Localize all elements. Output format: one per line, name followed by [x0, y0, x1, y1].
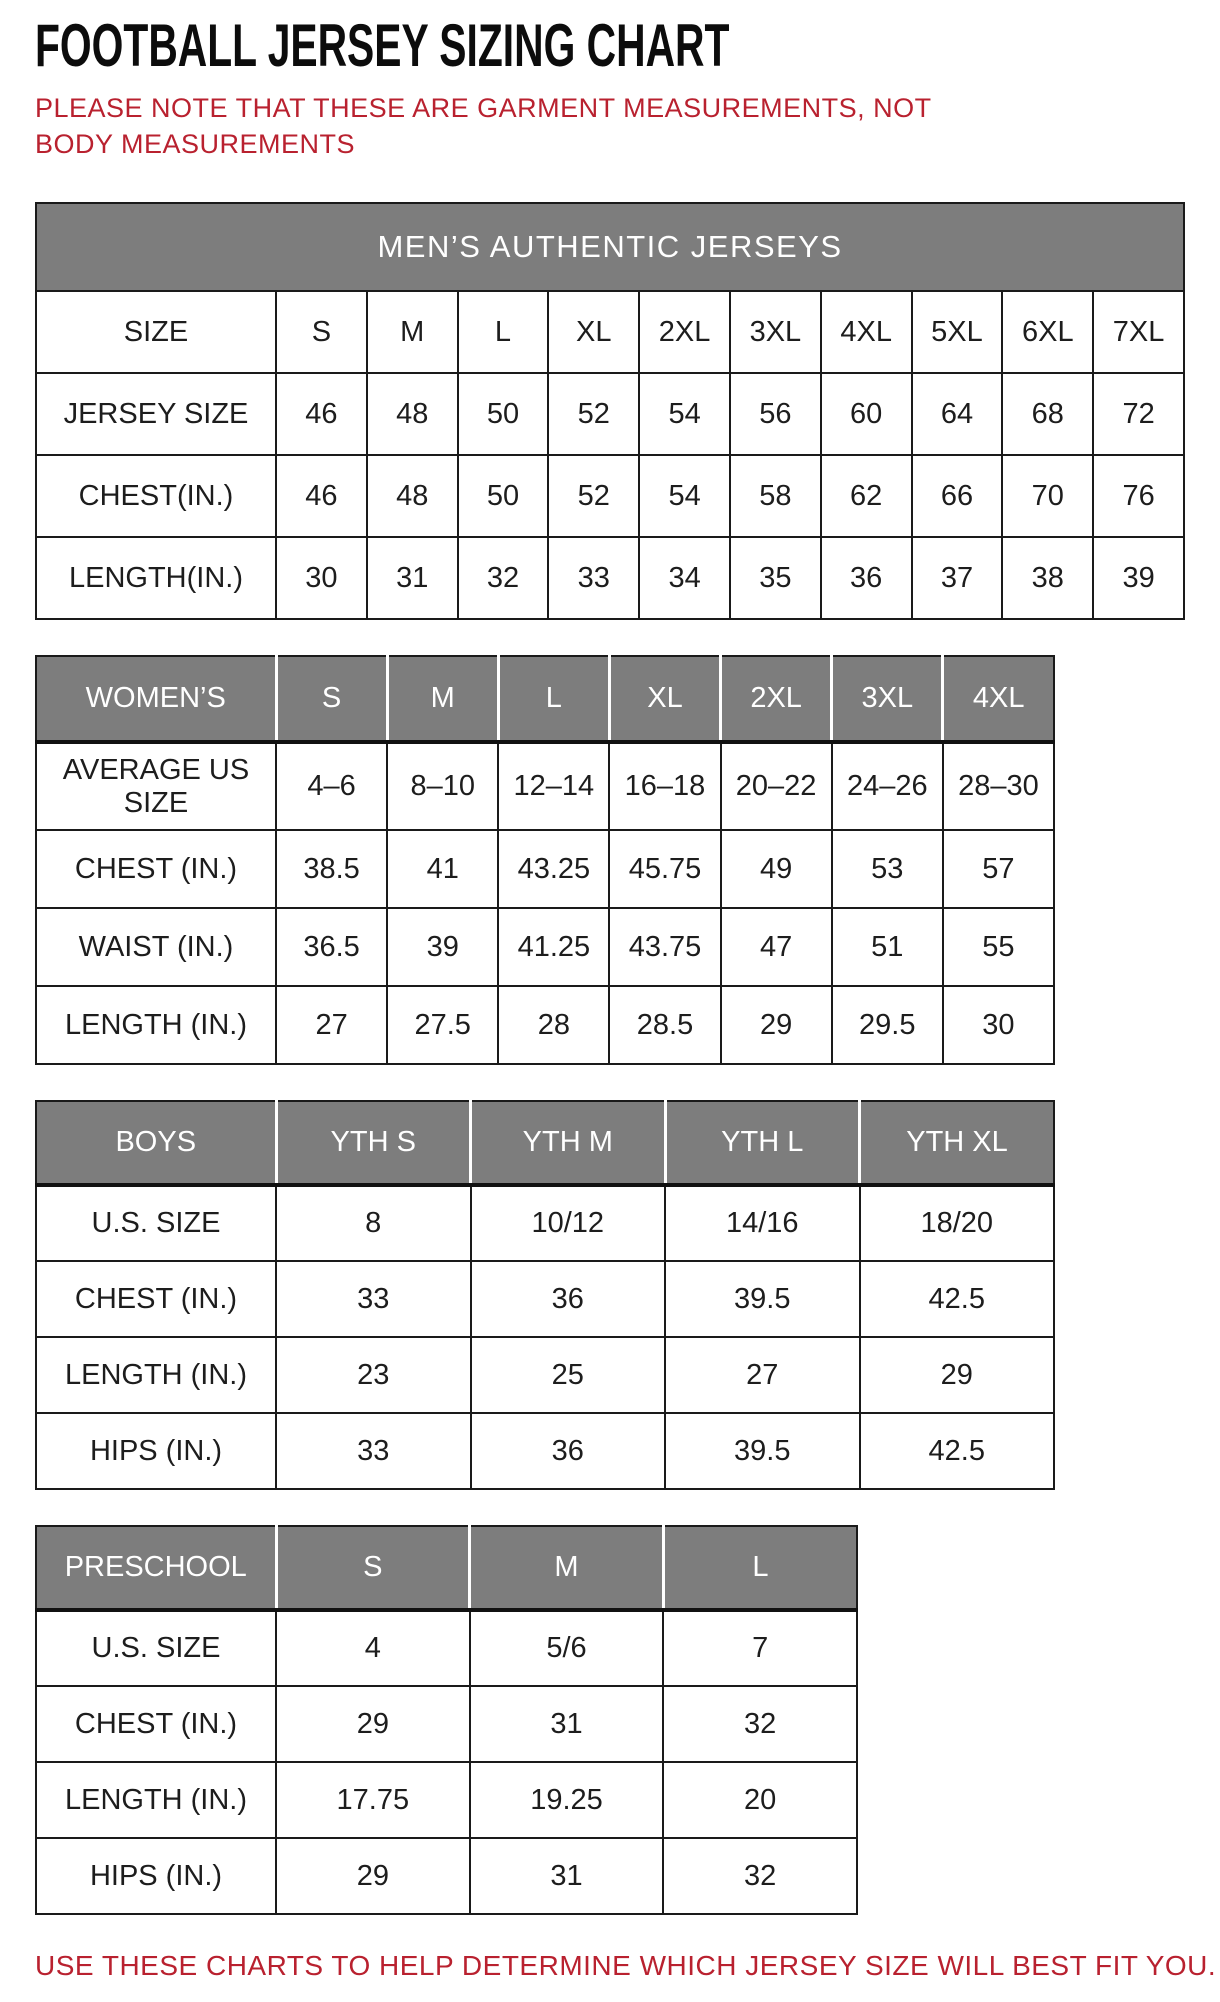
- boys-header-cell-label: BOYS: [36, 1101, 276, 1185]
- value-cell: 39.5: [665, 1413, 860, 1489]
- mens-header-cell-7xl: 7XL: [1093, 291, 1184, 373]
- boys-row-length-in: [36, 1337, 1054, 1413]
- value-cell: 27: [276, 986, 387, 1064]
- value-cell: 62: [821, 455, 912, 537]
- value-cell: 51: [832, 908, 943, 986]
- preschool-row-chest-in: [36, 1686, 857, 1762]
- value-cell: 36.5: [276, 908, 387, 986]
- mens-banner-row: [36, 203, 1184, 291]
- value-cell: 36: [471, 1261, 666, 1337]
- value-cell: 35: [730, 537, 821, 619]
- womens-header-cell-s: S: [276, 656, 387, 742]
- value-cell: 46: [276, 455, 367, 537]
- value-cell: 29: [721, 986, 832, 1064]
- value-cell: 8: [276, 1185, 471, 1261]
- value-cell: 32: [663, 1838, 857, 1914]
- value-cell: 18/20: [860, 1185, 1055, 1261]
- value-cell: 42.5: [860, 1261, 1055, 1337]
- value-cell: 54: [639, 455, 730, 537]
- mens-row-chest-in: [36, 455, 1184, 537]
- value-cell: 5/6: [470, 1610, 664, 1686]
- row-label-cell: HIPS (IN.): [36, 1838, 276, 1914]
- value-cell: 36: [821, 537, 912, 619]
- value-cell: 34: [639, 537, 730, 619]
- value-cell: 32: [663, 1686, 857, 1762]
- value-cell: 39: [387, 908, 498, 986]
- fit-advice-note: USE THESE CHARTS TO HELP DETERMINE WHICH JERSEY SIZE WILL BEST FIT YOU.: [35, 1950, 1217, 1982]
- boys-header-cell-yth-m: YTH M: [471, 1101, 666, 1185]
- mens-header-cell-m: M: [367, 291, 458, 373]
- value-cell: 31: [470, 1686, 664, 1762]
- value-cell: 41: [387, 830, 498, 908]
- boys-row-hips-in: [36, 1413, 1054, 1489]
- value-cell: 48: [367, 373, 458, 455]
- row-label-cell: U.S. SIZE: [36, 1610, 276, 1686]
- page-title: FOOTBALL JERSEY SIZING CHART: [35, 12, 730, 79]
- value-cell: 68: [1002, 373, 1093, 455]
- value-cell: 49: [721, 830, 832, 908]
- mens-authentic-jerseys-table: [35, 202, 1185, 620]
- row-label-cell: LENGTH (IN.): [36, 1337, 276, 1413]
- value-cell: 39.5: [665, 1261, 860, 1337]
- row-label-cell: CHEST (IN.): [36, 830, 276, 908]
- value-cell: 52: [548, 373, 639, 455]
- value-cell: 16–18: [609, 742, 720, 830]
- value-cell: 23: [276, 1337, 471, 1413]
- boys-header-row: [36, 1101, 1054, 1185]
- preschool-row-hips-in: [36, 1838, 857, 1914]
- value-cell: 33: [548, 537, 639, 619]
- mens-header-cell-2xl: 2XL: [639, 291, 730, 373]
- mens-header-cell-3xl: 3XL: [730, 291, 821, 373]
- value-cell: 8–10: [387, 742, 498, 830]
- value-cell: 33: [276, 1413, 471, 1489]
- preschool-header-cell-label: PRESCHOOL: [36, 1526, 276, 1610]
- row-label-cell: LENGTH(IN.): [36, 537, 276, 619]
- value-cell: 76: [1093, 455, 1184, 537]
- value-cell: 4: [276, 1610, 470, 1686]
- value-cell: 29: [276, 1838, 470, 1914]
- value-cell: 55: [943, 908, 1054, 986]
- preschool-header-cell-l: L: [663, 1526, 857, 1610]
- value-cell: 43.75: [609, 908, 720, 986]
- value-cell: 45.75: [609, 830, 720, 908]
- womens-header-cell-3xl: 3XL: [832, 656, 943, 742]
- value-cell: 46: [276, 373, 367, 455]
- value-cell: 4–6: [276, 742, 387, 830]
- value-cell: 25: [471, 1337, 666, 1413]
- value-cell: 72: [1093, 373, 1184, 455]
- value-cell: 19.25: [470, 1762, 664, 1838]
- mens-header-cell-4xl: 4XL: [821, 291, 912, 373]
- womens-row-length-in: [36, 986, 1054, 1064]
- mens-header-cell-l: L: [458, 291, 549, 373]
- value-cell: 48: [367, 455, 458, 537]
- value-cell: 20–22: [721, 742, 832, 830]
- value-cell: 66: [912, 455, 1003, 537]
- boys-row-chest-in: [36, 1261, 1054, 1337]
- value-cell: 52: [548, 455, 639, 537]
- mens-header-cell-s: S: [276, 291, 367, 373]
- boys-header-cell-yth-s: YTH S: [276, 1101, 471, 1185]
- mens-header-row: [36, 291, 1184, 373]
- mens-banner-title: MEN’S AUTHENTIC JERSEYS: [36, 203, 1184, 291]
- womens-header-cell-4xl: 4XL: [943, 656, 1054, 742]
- womens-sizing-table: [35, 655, 1055, 1065]
- boys-header-cell-yth-l: YTH L: [665, 1101, 860, 1185]
- row-label-cell: HIPS (IN.): [36, 1413, 276, 1489]
- value-cell: 31: [470, 1838, 664, 1914]
- value-cell: 27.5: [387, 986, 498, 1064]
- mens-header-cell-label: SIZE: [36, 291, 276, 373]
- row-label-cell: JERSEY SIZE: [36, 373, 276, 455]
- preschool-header-cell-m: M: [470, 1526, 664, 1610]
- womens-header-cell-2xl: 2XL: [721, 656, 832, 742]
- value-cell: 50: [458, 455, 549, 537]
- boys-row-u-s-size: [36, 1185, 1054, 1261]
- value-cell: 24–26: [832, 742, 943, 830]
- boys-header-cell-yth-xl: YTH XL: [860, 1101, 1055, 1185]
- value-cell: 38.5: [276, 830, 387, 908]
- value-cell: 37: [912, 537, 1003, 619]
- value-cell: 29: [276, 1686, 470, 1762]
- value-cell: 64: [912, 373, 1003, 455]
- value-cell: 56: [730, 373, 821, 455]
- womens-header-cell-xl: XL: [609, 656, 720, 742]
- womens-header-cell-label: WOMEN’S: [36, 656, 276, 742]
- womens-row-average-us-size: [36, 742, 1054, 830]
- boys-sizing-table: [35, 1100, 1055, 1490]
- value-cell: 32: [458, 537, 549, 619]
- value-cell: 14/16: [665, 1185, 860, 1261]
- row-label-cell: LENGTH (IN.): [36, 1762, 276, 1838]
- value-cell: 31: [367, 537, 458, 619]
- value-cell: 38: [1002, 537, 1093, 619]
- row-label-cell: WAIST (IN.): [36, 908, 276, 986]
- value-cell: 57: [943, 830, 1054, 908]
- row-label-cell: U.S. SIZE: [36, 1185, 276, 1261]
- value-cell: 28: [498, 986, 609, 1064]
- row-label-cell: CHEST(IN.): [36, 455, 276, 537]
- preschool-header-row: [36, 1526, 857, 1610]
- value-cell: 47: [721, 908, 832, 986]
- mens-row-jersey-size: [36, 373, 1184, 455]
- value-cell: 36: [471, 1413, 666, 1489]
- preschool-header-cell-s: S: [276, 1526, 470, 1610]
- value-cell: 33: [276, 1261, 471, 1337]
- value-cell: 43.25: [498, 830, 609, 908]
- value-cell: 28.5: [609, 986, 720, 1064]
- mens-row-length-in: [36, 537, 1184, 619]
- value-cell: 28–30: [943, 742, 1054, 830]
- value-cell: 30: [276, 537, 367, 619]
- preschool-row-length-in: [36, 1762, 857, 1838]
- womens-row-chest-in: [36, 830, 1054, 908]
- value-cell: 42.5: [860, 1413, 1055, 1489]
- row-label-cell: LENGTH (IN.): [36, 986, 276, 1064]
- row-label-cell: AVERAGE US SIZE: [36, 742, 276, 830]
- value-cell: 12–14: [498, 742, 609, 830]
- mens-header-cell-5xl: 5XL: [912, 291, 1003, 373]
- value-cell: 20: [663, 1762, 857, 1838]
- womens-row-waist-in: [36, 908, 1054, 986]
- value-cell: 29: [860, 1337, 1055, 1413]
- mens-header-cell-6xl: 6XL: [1002, 291, 1093, 373]
- value-cell: 30: [943, 986, 1054, 1064]
- value-cell: 70: [1002, 455, 1093, 537]
- womens-header-cell-m: M: [387, 656, 498, 742]
- value-cell: 17.75: [276, 1762, 470, 1838]
- row-label-cell: CHEST (IN.): [36, 1261, 276, 1337]
- value-cell: 10/12: [471, 1185, 666, 1261]
- womens-header-cell-l: L: [498, 656, 609, 742]
- mens-header-cell-xl: XL: [548, 291, 639, 373]
- value-cell: 27: [665, 1337, 860, 1413]
- value-cell: 53: [832, 830, 943, 908]
- value-cell: 54: [639, 373, 730, 455]
- garment-measurement-note: PLEASE NOTE THAT THESE ARE GARMENT MEASUREMENTS, NOT BODY MEASUREMENTS: [35, 93, 932, 159]
- row-label-cell: CHEST (IN.): [36, 1686, 276, 1762]
- value-cell: 60: [821, 373, 912, 455]
- preschool-sizing-table: [35, 1525, 858, 1915]
- value-cell: 29.5: [832, 986, 943, 1064]
- value-cell: 7: [663, 1610, 857, 1686]
- value-cell: 41.25: [498, 908, 609, 986]
- preschool-row-u-s-size: [36, 1610, 857, 1686]
- value-cell: 50: [458, 373, 549, 455]
- value-cell: 39: [1093, 537, 1184, 619]
- value-cell: 58: [730, 455, 821, 537]
- womens-header-row: [36, 656, 1054, 742]
